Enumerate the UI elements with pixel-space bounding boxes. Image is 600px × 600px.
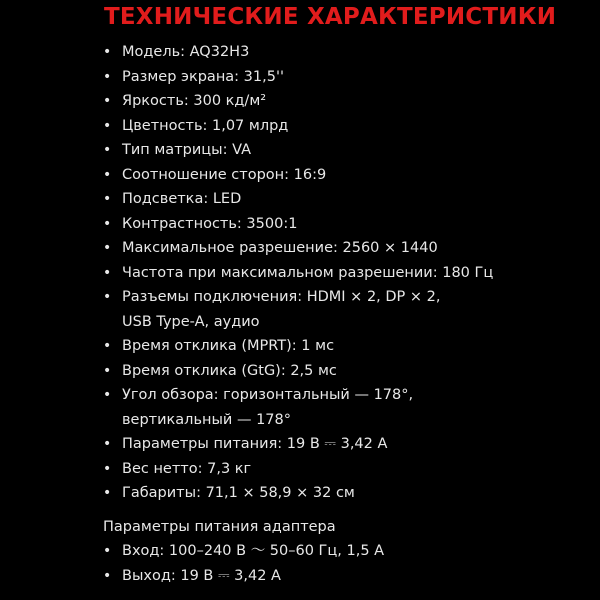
bullet-icon: • — [103, 44, 112, 60]
bullet-icon: • — [103, 142, 112, 158]
spec-item-dimensions: • Габариты: 71,1 × 58,9 × 32 см — [0, 481, 493, 506]
bullet-icon: • — [103, 460, 112, 477]
bullet-icon: • — [103, 338, 112, 354]
bullet-icon: • — [103, 436, 112, 452]
bullet-icon: • — [103, 93, 112, 109]
spec-item-response-gtg: • Время отклика (GtG): 2,5 мс — [0, 359, 493, 384]
spec-item-connectors: • Разъемы подключения: HDMI × 2, DP × 2, — [0, 285, 493, 310]
bullet-icon: • — [103, 289, 112, 305]
spec-item-viewing-angle-continued: вертикальный — 178° — [122, 411, 291, 428]
adapter-heading: Параметры питания адаптера — [103, 519, 336, 535]
spec-item-screen-size: • Размер экрана: 31,5'' — [0, 65, 493, 90]
spec-item-model: • Модель: AQ32H3 — [0, 40, 493, 65]
spec-item-connectors-continued: USB Type-A, аудио — [122, 313, 260, 330]
bullet-icon: • — [103, 387, 112, 403]
bullet-icon: • — [103, 543, 112, 559]
bullet-icon: • — [103, 264, 112, 281]
bullet-icon: • — [103, 68, 112, 85]
spec-item-contrast: • Контрастность: 3500:1 — [0, 212, 493, 237]
bullet-icon: • — [103, 215, 112, 232]
spec-item-backlight: • Подсветка: LED — [0, 187, 493, 212]
bullet-icon: • — [103, 191, 112, 207]
bullet-icon: • — [103, 567, 112, 584]
spec-item-aspect-ratio: • Соотношение сторон: 16:9 — [0, 163, 493, 188]
spec-item-response-mprt: • Время отклика (MPRT): 1 мс — [0, 334, 493, 359]
bullet-icon: • — [103, 240, 112, 256]
bullet-icon: • — [103, 362, 112, 379]
spec-item-viewing-angle: • Угол обзора: горизонтальный — 178°, — [0, 383, 493, 408]
spec-list — [0, 40, 493, 506]
adapter-item-input: • Вход: 100–240 В 〜 50–60 Гц, 1,5 А — [0, 539, 384, 564]
bullet-icon: • — [103, 117, 112, 134]
adapter-list — [0, 539, 384, 588]
spec-item-max-resolution: • Максимальное разрешение: 2560 × 1440 — [0, 236, 493, 261]
bullet-icon: • — [103, 166, 112, 183]
page-title: ТЕХНИЧЕСКИЕ ХАРАКТЕРИСТИКИ — [104, 4, 557, 30]
bullet-icon: • — [103, 485, 112, 501]
spec-item-refresh-rate: • Частота при максимальном разрешении: 180 Гц — [0, 261, 493, 286]
spec-item-colors: • Цветность: 1,07 млрд — [0, 114, 493, 139]
spec-item-panel-type: • Тип матрицы: VA — [0, 138, 493, 163]
spec-item-net-weight: • Вес нетто: 7,3 кг — [0, 457, 493, 482]
spec-item-brightness: • Яркость: 300 кд/м² — [0, 89, 493, 114]
spec-item-power: • Параметры питания: 19 В ⎓ 3,42 А — [0, 432, 493, 457]
adapter-item-output: • Выход: 19 В ⎓ 3,42 А — [0, 564, 384, 589]
